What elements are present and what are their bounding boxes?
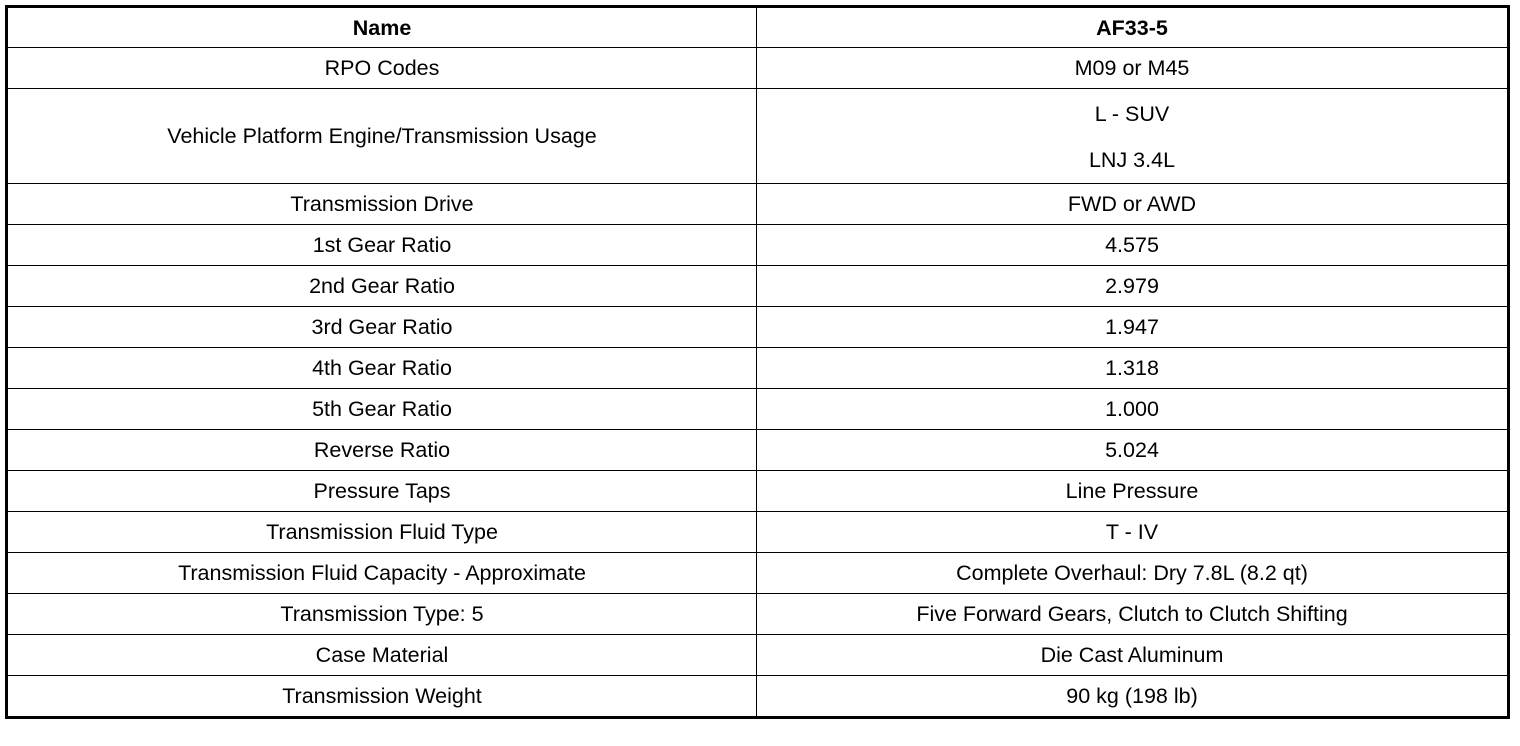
row-value: 1.947 <box>757 307 1509 348</box>
transmission-spec-table <box>5 5 1510 719</box>
table-row <box>7 48 1509 89</box>
value-line: L - SUV <box>1094 102 1170 126</box>
row-label: Transmission Weight <box>7 676 757 718</box>
row-value: 1.000 <box>757 389 1509 430</box>
row-value: Complete Overhaul: Dry 7.8L (8.2 qt) <box>757 553 1509 594</box>
row-label: 5th Gear Ratio <box>7 389 757 430</box>
row-label: Transmission Fluid Capacity - Approximate <box>7 553 757 594</box>
header-model: AF33-5 <box>757 7 1509 48</box>
multi-line-value <box>757 96 1507 176</box>
row-label: Transmission Type: 5 <box>7 594 757 635</box>
row-label: Transmission Drive <box>7 184 757 225</box>
row-label: 2nd Gear Ratio <box>7 266 757 307</box>
table-row <box>7 471 1509 512</box>
row-value: 2.979 <box>757 266 1509 307</box>
row-value: Five Forward Gears, Clutch to Clutch Shifting <box>757 594 1509 635</box>
table-row <box>7 348 1509 389</box>
table-row <box>7 594 1509 635</box>
table-row <box>7 225 1509 266</box>
row-label: Case Material <box>7 635 757 676</box>
row-value: T - IV <box>757 512 1509 553</box>
row-label: 1st Gear Ratio <box>7 225 757 266</box>
table-row <box>7 307 1509 348</box>
row-value: 1.318 <box>757 348 1509 389</box>
table-row <box>7 430 1509 471</box>
table-row <box>7 89 1509 184</box>
row-label: RPO Codes <box>7 48 757 89</box>
header-name: Name <box>7 7 757 48</box>
row-label: Vehicle Platform Engine/Transmission Usage <box>7 89 757 184</box>
row-value: Line Pressure <box>757 471 1509 512</box>
table-header-row <box>7 7 1509 48</box>
table-row <box>7 184 1509 225</box>
value-line: LNJ 3.4L <box>1088 148 1176 172</box>
row-value: 90 kg (198 lb) <box>757 676 1509 718</box>
table-row <box>7 389 1509 430</box>
row-label: 3rd Gear Ratio <box>7 307 757 348</box>
row-value: 4.575 <box>757 225 1509 266</box>
row-value: FWD or AWD <box>757 184 1509 225</box>
row-value: M09 or M45 <box>757 48 1509 89</box>
table-row <box>7 553 1509 594</box>
row-label: Pressure Taps <box>7 471 757 512</box>
table-row <box>7 266 1509 307</box>
row-label: Transmission Fluid Type <box>7 512 757 553</box>
table-row <box>7 635 1509 676</box>
row-value: Die Cast Aluminum <box>757 635 1509 676</box>
row-label: 4th Gear Ratio <box>7 348 757 389</box>
row-label: Reverse Ratio <box>7 430 757 471</box>
row-value <box>757 89 1509 184</box>
table-row <box>7 676 1509 718</box>
table-row <box>7 512 1509 553</box>
row-value: 5.024 <box>757 430 1509 471</box>
